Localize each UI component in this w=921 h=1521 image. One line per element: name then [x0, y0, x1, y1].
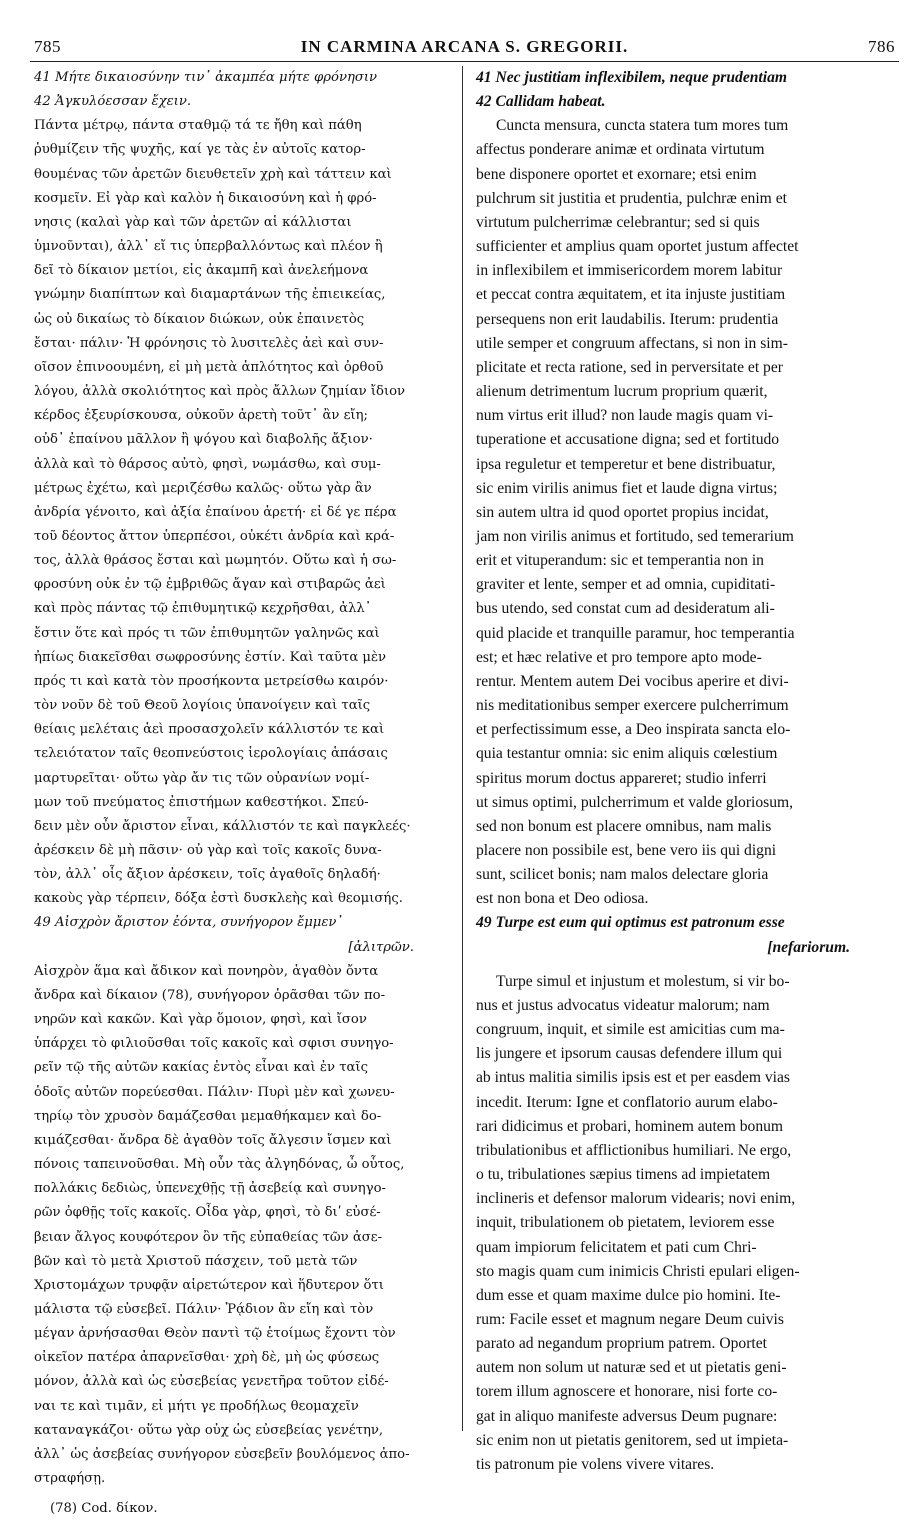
text-line: congruum, inquit, et simile est amicitias cum ma- — [476, 1021, 785, 1039]
text-line: alienum detrimentum lucrum proprium quærit, — [476, 383, 768, 401]
text-line: rentur. Mentem autem Dei vocibus aperire et divi- — [476, 672, 789, 690]
text-line: κέρδος ἐξευρίσκουσα, οὐκοῦν ἀρετὴ τοῦτ᾽ ἂν εἴη; — [34, 408, 368, 424]
text-line: ὑπάρχει τὸ φιλιοῦσθαι τοῖς κακοῖς καὶ σφισι συνηγο- — [34, 1036, 394, 1052]
text-line: μέγαν ἀρνήσασθαι Θεὸν παντὶ τῷ ἑτοίμως ἔχοντι τὸν — [34, 1326, 396, 1342]
latin-verse-heading — [476, 911, 888, 959]
text-line: sic enim virilis animus fiet et laude digna virtus; — [476, 479, 778, 497]
text-line: sic enim non ut pietatis genitorem, sed ut impieta- — [476, 1431, 789, 1449]
text-line: τηρίῳ τὸν χρυσὸν δαμάζεσθαι μεμαθήκαμεν καὶ δο- — [34, 1108, 382, 1124]
text-line: ὡς οὐ δικαίως τὸ δίκαιον διώκων, οὐκ ἐπαινετὸς — [34, 311, 365, 327]
text-line: incedit. Iterum: Igne et conflatorio aurum elabo- — [476, 1093, 778, 1111]
text-line: λόγου, ἀλλὰ σκολιότητος καὶ πρὸς ἄλλων ζημίαν ἴδιον — [34, 384, 406, 400]
latin-commentary-paragraph — [476, 970, 888, 1477]
text-line: πρός τι καὶ κατὰ τὸν προσήκοντα μετρείσθω καιρόν· — [34, 673, 389, 689]
text-line: κοσμεῖν. Εἰ γὰρ καὶ καλὸν ἡ δικαιοσύνη καὶ ἡ φρό- — [34, 190, 377, 206]
text-line: βειαν ἄλγος κουφότερον ὂν τῆς εὐπαθείας τῶν ἀσε- — [34, 1229, 383, 1245]
text-line: 49 Αἰσχρὸν ἄριστον ἐόντα, συνήγορον ἔμμεν᾽ — [34, 915, 344, 931]
text-line: καταναγκάζοι· οὕτω γὰρ οὐχ ὡς εὐσεβείας γενέτην, — [34, 1422, 384, 1438]
text-line: κακοὺς γὰρ τέρπειν, δόξα ἐστὶ δυσκλεὴς καὶ θεομισής. — [34, 891, 403, 907]
text-line: tis patronum pie volens vivere vitares. — [476, 1455, 715, 1473]
text-line: ναι τε καὶ τιμᾶν, εἰ μήτι γε προδήλως θεομαχεῖν — [34, 1398, 359, 1414]
text-line: τοῦ δέοντος ἄττον ὑπερπέσοι, οὐκέτι ἀνδρία καὶ κρά- — [34, 528, 395, 544]
text-line: persequens non erit laudabilis. Iterum: prudentia — [476, 310, 779, 328]
running-title: IN CARMINA ARCANA S. GREGORII. — [300, 37, 629, 56]
text-line: affectus ponderare animæ et ordinata virtutum — [476, 141, 765, 159]
text-line: ἄνδρα καὶ δίκαιον (78), συνήγορον ὁρᾶσθαι τῶν πο- — [34, 987, 386, 1003]
text-line: rum: Facile esset et magnum negare Deum cuivis — [476, 1310, 784, 1328]
page-number-right: 786 — [867, 37, 895, 56]
text-line: θείαις μελέταις ἀεὶ προσασχολεῖν κάλλιστόν τε καὶ — [34, 722, 385, 738]
latin-column — [476, 66, 888, 1477]
text-line: graviter et lente, semper et ad omnia, cupiditati- — [476, 576, 776, 594]
footnote: (78) Cod. δίκον. — [50, 1501, 158, 1517]
text-line: μόνον, ἀλλὰ καὶ ὡς εὐσεβείας γενετῆρα τοῦτον εἰδέ- — [34, 1374, 389, 1390]
text-line: 41 Μήτε δικαιοσύνην τιν᾽ ἀκαμπέα μήτε φρόνησιν — [34, 70, 378, 85]
text-line: sto magis quam cum inimicis Christi epulari eligen- — [476, 1262, 800, 1280]
text-line: ὑμνοῦνται), ἀλλ᾽ εἴ τις ὑπερβαλλόντως καὶ πλέον ἢ — [34, 239, 383, 255]
text-line: Cuncta mensura, cuncta statera tum mores tum — [496, 117, 789, 135]
text-line: βῶν καὶ τὸ μετὰ Χριστοῦ πάσχειν, τοῦ μετὰ τῶν — [34, 1253, 358, 1269]
text-line: 41 Nec justitiam inflexibilem, neque prudentiam — [476, 69, 788, 86]
text-line: [nefariorum. — [767, 938, 850, 956]
text-line: sed non bonum est placere omnibus, nam malis — [476, 817, 772, 835]
text-line: rari didicimus et probari, hominem autem bonum — [476, 1117, 784, 1135]
text-line: φροσύνη οὐκ ἐν τῷ ἐμβριθῶς ἄγαν καὶ στιβαρῶς ἀεὶ — [34, 577, 386, 593]
text-line: utile semper et congruum affectans, si non in sim- — [476, 334, 788, 352]
column-divider — [462, 66, 463, 1431]
greek-verse-heading — [34, 911, 452, 959]
text-line: bene disponere oportet et exornare; etsi enim — [476, 165, 757, 183]
text-line: ut simus optimi, pulcherrimum et valde gloriosum, — [476, 793, 794, 811]
latin-verse-heading — [476, 66, 888, 114]
text-line: gat in aliquo manifeste adversus Deum pugnare: — [476, 1407, 778, 1425]
text-line: parato ad negandum proprium patrem. Oportet — [476, 1335, 767, 1353]
text-line: plicitate et recta ratione, sed in perversitate et per — [476, 358, 783, 376]
header-rule — [30, 61, 899, 62]
text-line: 42 Callidam habeat. — [476, 93, 606, 111]
text-line: καὶ πρὸς πάντας τῷ ἐπιθυμητικῷ κεχρῆσθαι, ἀλλ᾽ — [34, 601, 372, 617]
greek-commentary-paragraph — [34, 114, 452, 911]
text-line: quam impiorum felicitatem et pati cum Chri- — [476, 1238, 757, 1256]
text-line: στραφήσῃ. — [34, 1471, 106, 1487]
greek-column — [34, 66, 452, 1521]
text-line: οἰκεῖον πατέρα ἀπαρνεῖσθαι· χρὴ δὲ, μὴ ὡς φύσεως — [34, 1350, 380, 1366]
text-line: θουμένας τῶν ἀρετῶν διευθετεῖν χρὴ καὶ τάττειν καὶ — [34, 166, 392, 182]
text-line: torem illum agnoscere et honorare, nisi forte co- — [476, 1383, 778, 1401]
text-line: τος, ἀλλὰ θράσος ἔσται καὶ μωμητόν. Οὕτω καὶ ἡ σω- — [34, 553, 397, 569]
text-line: sin autem ultra id quod oportet propius incidat, — [476, 503, 769, 521]
text-line: quid placide et tranquille paramur, hoc temperantia — [476, 624, 795, 642]
text-line: sunt, scilicet bonis; nam malos delectare gloria — [476, 866, 769, 884]
text-line: πόνοις ταπεινοῦσθαι. Μὴ οὖν τὰς ἀλγηδόνας, ὦ οὗτος, — [34, 1157, 405, 1173]
paragraph-gap — [476, 960, 888, 970]
text-line: μάλιστα τῷ εὐσεβεῖ. Πάλιν· Ῥᾴδιον ἂν εἴη καὶ τὸν — [34, 1301, 374, 1317]
text-line: Turpe simul et injustum et molestum, si vir bo- — [496, 972, 790, 990]
text-line: dum esse et quam maxime dulce pio homini. Ite- — [476, 1286, 781, 1304]
text-line: ἀρέσκειν δὲ μὴ πᾶσιν· οὐ γὰρ καὶ τοῖς κακοῖς δυνα- — [34, 843, 382, 858]
text-line: τελειότατον ταῖς θεοπνεύστοις ἱερολογίαις ἁπάσαις — [34, 746, 388, 762]
text-line: inquit, tribulationem ob pietatem, leviorem esse — [476, 1214, 775, 1232]
text-line: γνώμην διαπίπτων καὶ διαμαρτάνων τῆς ἐπιεικείας, — [34, 287, 386, 303]
text-line: δεῖ τὸ δίκαιον μετίοι, εἰς ἀκαμπῆ καὶ ἀνελεήμονα — [34, 263, 369, 279]
text-line: τὸν νοῦν δὲ τοῦ Θεοῦ λογίοις ὑπανοίγειν καὶ ταῖς — [34, 698, 371, 714]
greek-commentary-paragraph — [34, 960, 452, 1491]
text-line: ῥυθμίζειν τῆς ψυχῆς, καί γε τὰς ἐν αὐτοῖς κατορ- — [34, 142, 366, 158]
text-line: sufficienter et amplius quam oportet justum affectet — [476, 238, 799, 256]
text-line: κιμάζεσθαι· ἄνδρα δὲ ἀγαθὸν τοῖς ἄλγεσιν ἴσμεν καὶ — [34, 1132, 392, 1148]
text-line: 42 Ἀγκυλόεσσαν ἔχειν. — [34, 94, 192, 110]
text-line: δειν μὲν οὖν ἄριστον εἶναι, κάλλιστόν τε καὶ παγκλεές· — [34, 818, 411, 834]
text-line: bus utendo, sed constat cum ad desideratum ali- — [476, 600, 775, 618]
text-line: οὐδ᾽ ἐπαίνου μᾶλλον ἢ ψόγου καὶ διαβολῆς ἄξιον· — [34, 432, 373, 448]
text-line: nis meditationibus semper exercere pulcherrimum — [476, 697, 789, 715]
text-line: μέτρως ἐχέτω, καὶ μεριζέσθω καλῶς· οὕτω γὰρ ἂν — [34, 480, 372, 496]
greek-verse-heading — [34, 66, 452, 114]
text-line: ἀλλὰ καὶ τὸ θάρσος αὐτὸ, φησὶ, νωμάσθω, καὶ συμ- — [34, 456, 381, 472]
text-line: o tu, tribulationes sæpius timens ad impietatem — [476, 1166, 771, 1184]
running-header — [34, 34, 895, 60]
text-line: et peccat contra æquitatem, et ita injuste justitiam — [476, 286, 786, 304]
text-line: lis jungere et ipsorum causas defendere illum qui — [476, 1045, 783, 1063]
page-number-left: 785 — [34, 37, 61, 56]
latin-commentary-paragraph — [476, 114, 888, 911]
text-line: placere non possibile est, bene vero iis qui digni — [476, 842, 777, 859]
text-line: virtutum pulcherrimæ celebrantur; sed si quis — [476, 213, 760, 231]
text-line: quia testantur omnia: sic enim aliquis cœlestium — [476, 745, 778, 763]
text-line: ἔστιν ὅτε καὶ πρός τι τῶν ἐπιθυμητῶν γαληνῶς καὶ — [34, 625, 380, 641]
text-line: tuperatione et accusatione digna; sed et fortitudo — [476, 431, 780, 449]
text-line: Πάντα μέτρῳ, πάντα σταθμῷ τά τε ἤθη καὶ πάθη — [34, 118, 362, 134]
text-line: ρεῖν τῷ τῆς αὐτῶν κακίας ἐντὸς εἶναι καὶ ἐν ταῖς — [34, 1060, 368, 1076]
text-line: spiritus morum doctus appareret; studio inferri — [476, 769, 767, 787]
text-line: ab intus malitia similis ipsis est et per easdem vias — [476, 1069, 790, 1087]
text-line: autem non solum ut naturæ sed et ut pietatis geni- — [476, 1359, 787, 1377]
text-line: νηρῶν καὶ κακῶν. Καὶ γὰρ ὅμοιον, φησὶ, καὶ ἴσον — [34, 1012, 367, 1028]
text-line: ipsa reguletur et temperetur et bene distribuatur, — [476, 455, 776, 473]
text-line: num virtus erit illud? non laude magis quam vi- — [476, 407, 774, 425]
text-line: [ἀλιτρῶν. — [348, 939, 414, 955]
text-line: πολλάκις δεδιὼς, ὑπενεχθῇς τῇ ἀσεβείᾳ καὶ συνηγο- — [34, 1181, 386, 1197]
text-line: ἔσται· πάλιν· Ἡ φρόνησις τὸ λυσιτελὲς ἀεὶ καὶ συν- — [34, 335, 384, 351]
text-line: et perfectissimum esse, a Deo inspirata sancta elo- — [476, 721, 791, 739]
text-line: Αἰσχρὸν ἅμα καὶ ἄδικον καὶ πονηρὸν, ἀγαθὸν ὄντα — [34, 963, 379, 979]
text-line: νησις (καλαὶ γὰρ καὶ τῶν ἀρετῶν αἱ κάλλισται — [34, 214, 352, 230]
text-line: μαρτυρεῖται· οὕτω γὰρ ἄν τις τῶν οὐρανίων νομί- — [34, 770, 370, 786]
text-line: tribulationibus et afflictionibus humiliari. Ne ergo, — [476, 1141, 792, 1159]
text-line: nus et justus advocatus videatur malorum; nam — [476, 996, 770, 1014]
text-line: 49 Turpe est eum qui optimus est patronum esse — [476, 914, 785, 932]
text-line: inclineris et defensor malorum videaris; novi enim, — [476, 1190, 796, 1208]
text-line: jam non virilis animus et fortitudo, sed temerarium — [476, 527, 794, 545]
text-line: τὸν, ἀλλ᾽ οἷς ἄξιον ἀρέσκειν, τοῖς ἀγαθοῖς δηλαδή· — [34, 867, 381, 883]
text-line: est non bona et Deo odiosa. — [476, 890, 649, 908]
text-line: in inflexibilem et immisericordem morem labitur — [476, 262, 783, 280]
text-line: erit et vituperandum: sic et temperantia non in — [476, 552, 764, 570]
text-line: ὁδοῖς αὐτῶν πορεύεσθαι. Πάλιν· Πυρὶ μὲν καὶ χωνευ- — [34, 1084, 395, 1100]
text-line: Χριστομάχων τρυφᾷν αἱρετώτερον καὶ ἥδυτερον ὅτι — [34, 1277, 384, 1293]
text-line: ρῶν ὀφθῇς τοῖς κακοῖς. Οἶδα γὰρ, φησὶ, τὸ διʹ εὐσέ- — [34, 1205, 381, 1221]
text-line: μων τοῦ πνεύματος ἐπιστήμων καθεστήκοι. Σπεύ- — [34, 794, 369, 810]
text-line: ἠπίως διακεῖσθαι σωφροσύνης ἐστίν. Καὶ ταῦτα μὲν — [34, 649, 387, 665]
text-line: ἀνδρία γένοιτο, καὶ ἀξία ἐπαίνου ἀρετή· εἰ δέ γε πέρα — [34, 504, 397, 520]
text-line: οῖσον ἐπινοουμένη, εἰ μὴ μετὰ ἁπλότητος καὶ ὀρθοῦ — [34, 359, 384, 375]
text-line: pulchrum sit justitia et prudentia, pulchræ enim et — [476, 189, 787, 207]
text-line: ἀλλ᾽ ὡς ἀσεβείας συνήγορον εὐσεβεῖν βουλόμενος ἀπο- — [34, 1446, 410, 1462]
text-line: est; et hæc relative et pro tempore apto mode- — [476, 648, 762, 666]
